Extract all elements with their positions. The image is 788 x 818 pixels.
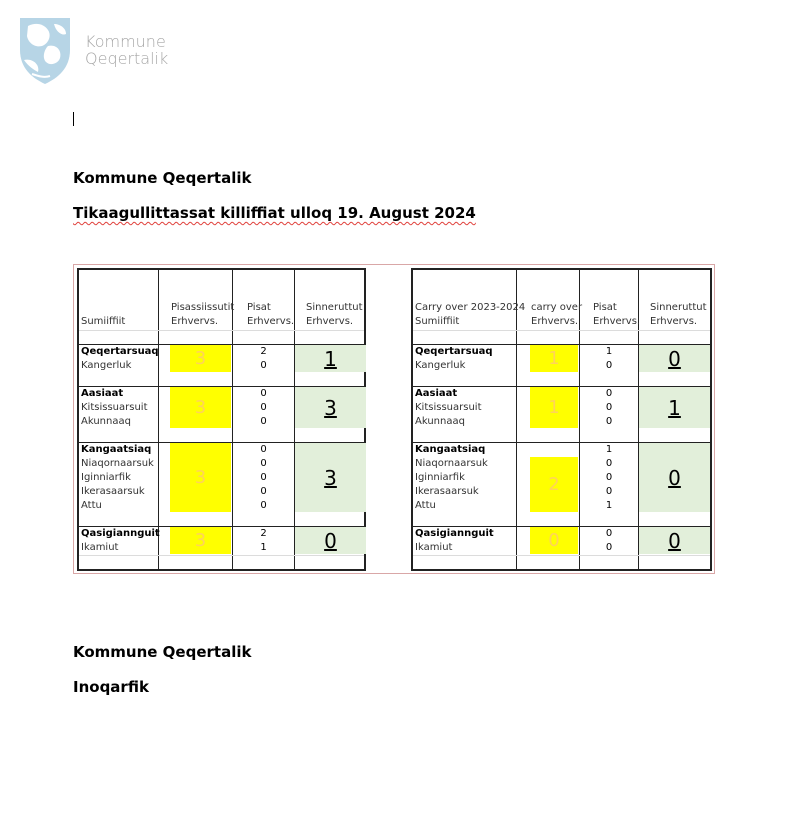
settlement-name: Qeqertarsuaq [81, 346, 159, 357]
header-sumiiffiit: Sumiiffiit [81, 316, 126, 327]
kommune-logo [18, 16, 178, 86]
shield-logo-icon [18, 16, 74, 86]
settlement-name: Kangerluk [81, 360, 132, 371]
settlement-name: Qasigiannguit [81, 528, 160, 539]
settlement-name: Akunnaaq [415, 416, 465, 427]
logo-text [85, 33, 168, 67]
settlement-name: Ikerasaarsuk [415, 486, 479, 497]
carry-over-table-right [411, 268, 712, 571]
remaining-cell: 0 [295, 527, 366, 554]
catch-value: 2 [260, 346, 267, 357]
catch-value: 0 [260, 486, 267, 497]
header-erhvervs: Erhvervs. [650, 316, 698, 327]
header-sumiiffiit: Sumiiffiit [415, 316, 460, 327]
settlement-name: Kitsissuarsuit [415, 402, 482, 413]
header-pisat: Pisat [593, 302, 617, 313]
settlement-name: Attu [81, 500, 102, 511]
catch-value: 0 [260, 402, 267, 413]
header-erhvervs: Erhvervs. [593, 316, 641, 327]
remaining-cell: 0 [639, 345, 710, 372]
header-carry-over: Carry over 2023-2024 [415, 302, 526, 313]
quota-cell: 3 [170, 527, 231, 554]
settlement-name: Akunnaaq [81, 416, 131, 427]
catch-value: 0 [605, 528, 613, 539]
catch-value: 0 [260, 472, 267, 483]
carry-over-cell: 2 [530, 457, 578, 512]
catch-value: 0 [260, 416, 267, 427]
catch-value: 0 [605, 402, 613, 413]
quota-table-left [77, 268, 366, 571]
settlement-name: Ikamiut [81, 542, 119, 553]
catch-value: 0 [605, 542, 613, 553]
catch-value: 0 [260, 500, 267, 511]
header-carry-over-small: carry over [531, 302, 583, 313]
settlement-name: Kangaatsiaq [81, 444, 152, 455]
catch-value: 0 [605, 360, 613, 371]
carry-over-cell: 0 [530, 527, 578, 554]
settlement-name: Qasigiannguit [415, 528, 494, 539]
settlement-name: Iginniarfik [415, 472, 465, 483]
settlement-name: Aasiaat [81, 388, 124, 399]
settlement-name: Ikamiut [415, 542, 453, 553]
header-erhvervs: Erhvervs. [171, 316, 219, 327]
settlement-name: Attu [415, 500, 436, 511]
header-erhvervs: Erhvervs. [531, 316, 579, 327]
logo-line-2: Qeqertalik [85, 49, 169, 68]
settlement-name: Kangerluk [415, 360, 466, 371]
settlement-name: Aasiaat [415, 388, 458, 399]
quota-cell: 3 [170, 443, 231, 512]
settlement-name: Niaqornaarsuk [81, 458, 154, 469]
remaining-cell: 0 [639, 443, 710, 512]
settlement-name: Kitsissuarsuit [81, 402, 148, 413]
catch-value: 2 [260, 528, 267, 539]
heading-status-date: Tikaagullittassat killiffiat ulloq 19. August 2024 [73, 204, 476, 222]
header-erhvervs: Erhvervs. [247, 316, 295, 327]
remaining-cell: 0 [639, 527, 710, 554]
remaining-cell: 1 [295, 345, 366, 372]
quota-cell: 3 [170, 345, 231, 372]
header-sinneruttut: Sinneruttut [650, 302, 707, 313]
settlement-name: Kangaatsiaq [415, 444, 486, 455]
catch-value: 0 [605, 388, 613, 399]
catch-value: 0 [260, 458, 267, 469]
catch-value: 1 [260, 542, 267, 553]
catch-value: 0 [605, 458, 613, 469]
quota-cell: 3 [170, 387, 231, 428]
catch-value: 1 [605, 346, 613, 357]
catch-value: 0 [605, 486, 613, 497]
header-sinneruttut: Sinneruttut [306, 302, 363, 313]
catch-value: 1 [605, 500, 613, 511]
catch-value: 0 [605, 416, 613, 427]
footer-municipality: Kommune Qeqertalik [73, 643, 252, 661]
remaining-cell: 3 [295, 443, 366, 512]
carry-over-cell: 1 [530, 345, 578, 372]
header-erhvervs: Erhvervs. [306, 316, 354, 327]
header-pisassiissutit: Pisassiissutit [171, 302, 235, 313]
heading-municipality: Kommune Qeqertalik [73, 169, 252, 187]
catch-value: 0 [260, 388, 267, 399]
settlement-name: Iginniarfik [81, 472, 131, 483]
catch-value: 0 [260, 444, 267, 455]
catch-value: 0 [260, 360, 267, 371]
settlement-name: Qeqertarsuaq [415, 346, 493, 357]
remaining-cell: 3 [295, 387, 366, 428]
logo-line-1: Kommune [85, 32, 166, 51]
footer-settlement: Inoqarfik [73, 678, 149, 696]
text-cursor [73, 112, 74, 126]
settlement-name: Ikerasaarsuk [81, 486, 145, 497]
catch-value: 1 [605, 444, 613, 455]
catch-value: 0 [605, 472, 613, 483]
carry-over-cell: 1 [530, 387, 578, 428]
remaining-cell: 1 [639, 387, 710, 428]
settlement-name: Niaqornaarsuk [415, 458, 488, 469]
header-pisat: Pisat [247, 302, 271, 313]
